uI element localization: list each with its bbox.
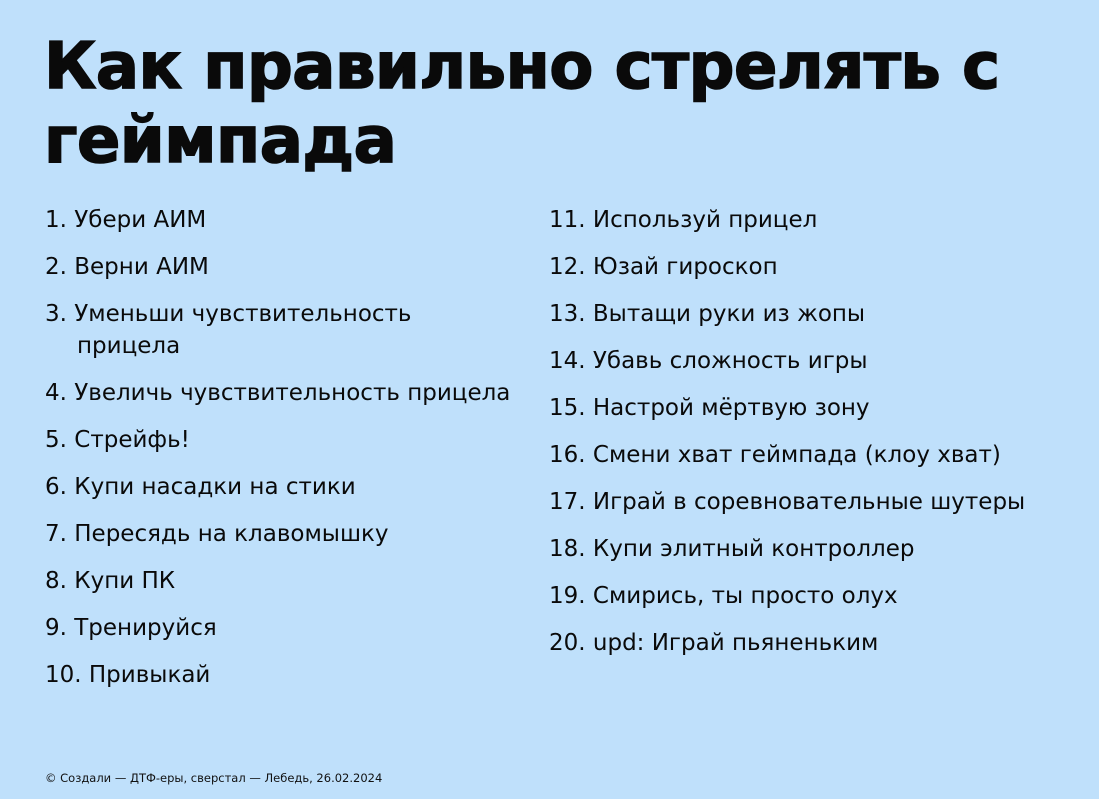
list-item: 6. Купи насадки на стики <box>45 474 356 500</box>
list-item: 2. Верни АИМ <box>45 254 209 280</box>
tips-list-right <box>549 204 1049 674</box>
list-item: 14. Убавь сложность игры <box>549 348 868 374</box>
list-item: 1. Убери АИМ <box>45 207 207 233</box>
list-item: 13. Вытащи руки из жопы <box>549 301 866 327</box>
list-item: 15. Настрой мёртвую зону <box>549 395 870 421</box>
credits-footer: © Создали — ДТФ-еры, сверстал — Лебедь, 26.02.2024 <box>45 771 383 785</box>
list-item: 5. Стрейфь! <box>45 427 190 453</box>
page-title: Как правильно стрелять с геймпада <box>44 30 1000 178</box>
list-item: 19. Смирись, ты просто олух <box>549 583 898 609</box>
list-item: 20. upd: Играй пьяненьким <box>549 630 879 656</box>
list-item: 12. Юзай гироскоп <box>549 254 778 280</box>
list-item: 3. Уменьши чувствительность прицела <box>45 301 412 359</box>
list-item: 8. Купи ПК <box>45 568 176 594</box>
list-item: 17. Играй в соревновательные шутеры <box>549 489 1026 515</box>
list-item: 4. Увеличь чувствительность прицела <box>45 380 511 406</box>
list-item: 16. Смени хват геймпада (клоу хват) <box>549 442 1001 468</box>
list-item: 9. Тренируйся <box>45 615 217 641</box>
list-item: 18. Купи элитный контроллер <box>549 536 915 562</box>
list-item: 11. Используй прицел <box>549 207 818 233</box>
list-item: 7. Пересядь на клавомышку <box>45 521 389 547</box>
tips-list-left <box>45 204 515 706</box>
list-item: 10. Привыкай <box>45 662 211 688</box>
